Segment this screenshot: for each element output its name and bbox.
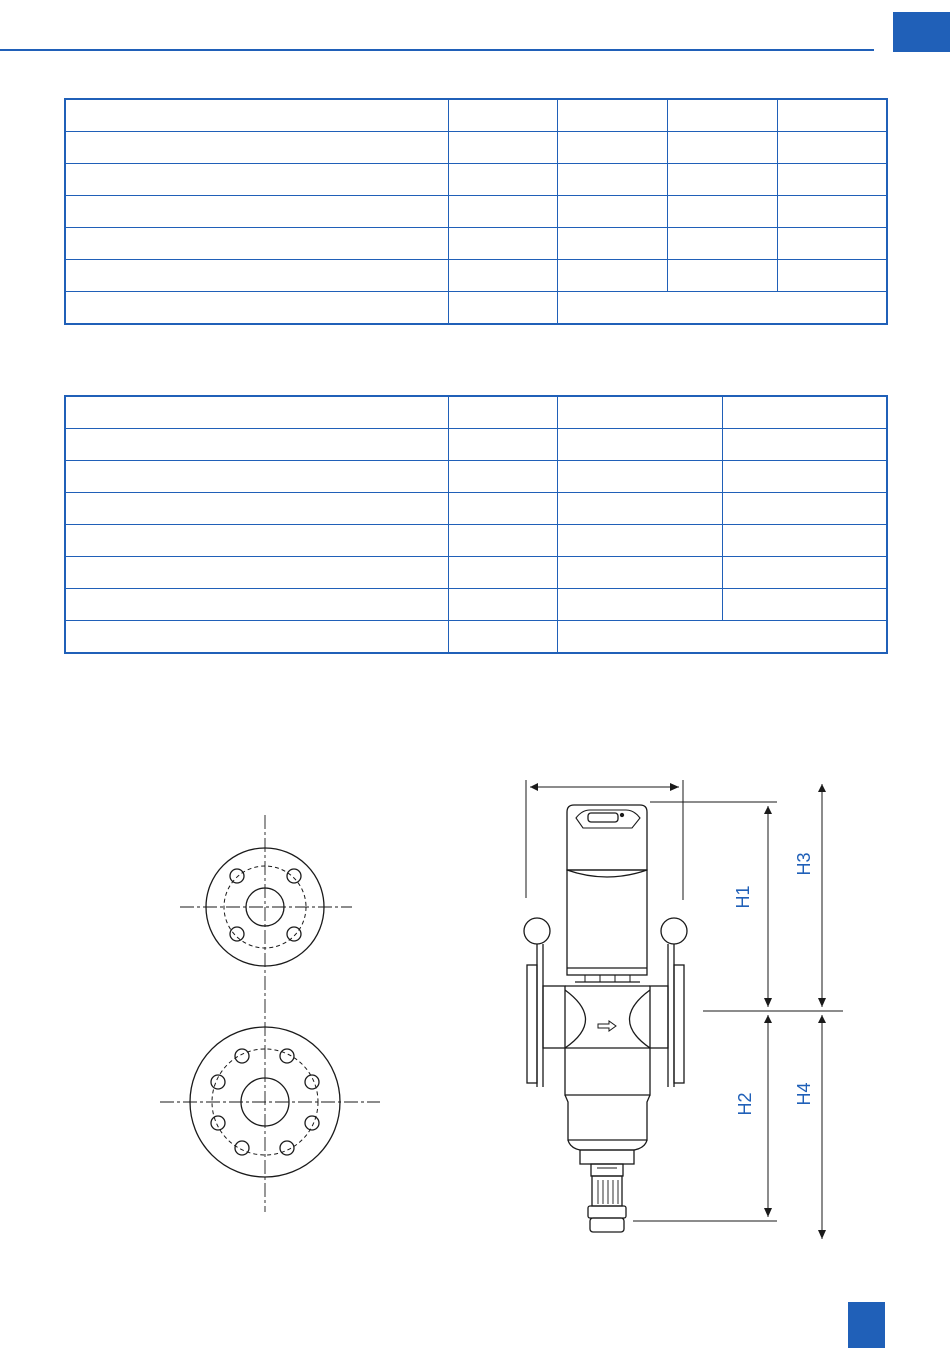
footer-color-tab <box>848 1302 885 1348</box>
table-row <box>65 292 887 325</box>
dimension-label-h1: H1 <box>733 885 753 909</box>
table-row <box>65 621 887 654</box>
dimension-label-h4: H4 <box>794 1082 814 1106</box>
table-row <box>65 132 887 164</box>
flange-8-bolt <box>160 1027 380 1177</box>
table-row <box>65 493 887 525</box>
table-row <box>65 589 887 621</box>
dimension-label-h3: H3 <box>794 852 814 876</box>
table-row <box>65 525 887 557</box>
table-row <box>65 461 887 493</box>
table-row <box>65 557 887 589</box>
spec-table-2 <box>64 395 888 654</box>
technical-drawing <box>0 700 950 1260</box>
header-rule <box>0 49 874 51</box>
pump-side-view <box>524 780 843 1239</box>
table-row <box>65 260 887 292</box>
table-row <box>65 429 887 461</box>
dimension-label-h2: H2 <box>735 1092 755 1116</box>
table-row <box>65 164 887 196</box>
table-row <box>65 228 887 260</box>
flange-4-bolt <box>180 848 352 966</box>
spec-table-1 <box>64 98 888 325</box>
table-header-row <box>65 396 887 429</box>
header-color-tab <box>893 12 950 52</box>
arrow-right-outline-icon <box>598 1021 616 1031</box>
table-row <box>65 196 887 228</box>
table-header-row <box>65 99 887 132</box>
